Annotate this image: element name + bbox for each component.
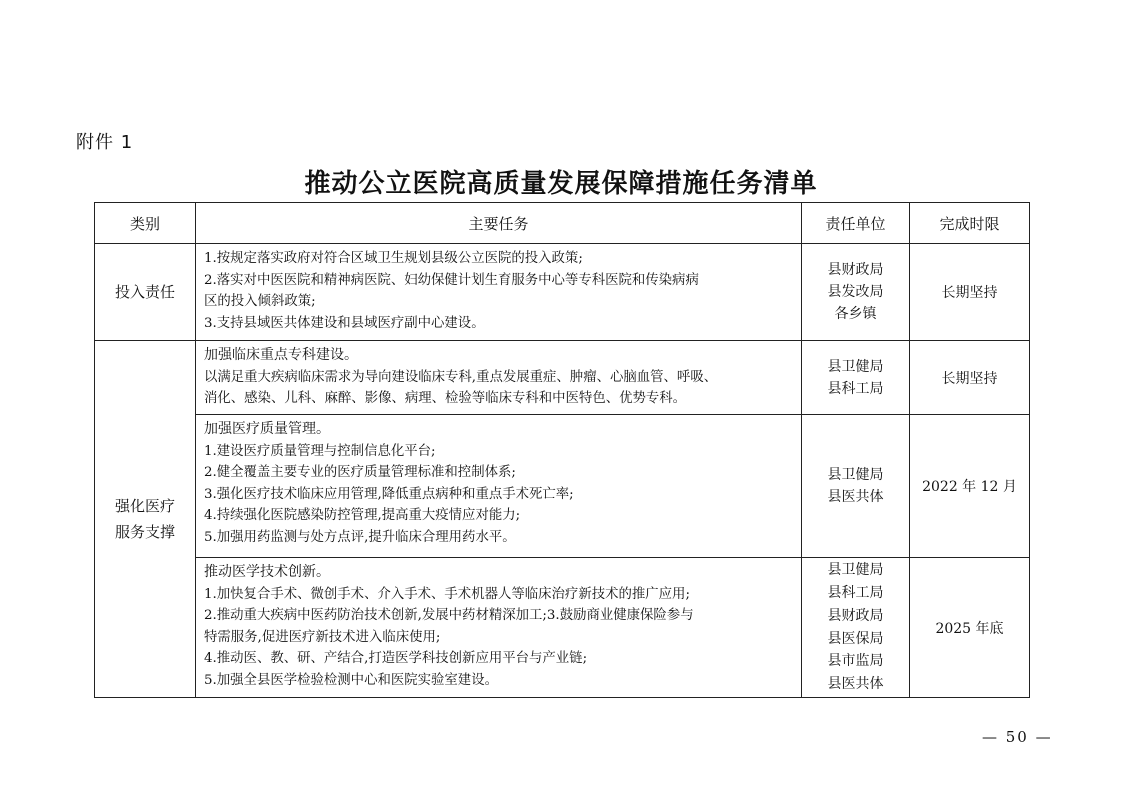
task-heading: 加强医疗质量管理。 xyxy=(204,421,330,437)
task-cell xyxy=(196,341,802,415)
unit-name: 县医共体 xyxy=(827,489,884,505)
task-table xyxy=(94,202,1030,698)
category-cell xyxy=(95,341,196,698)
deadline-cell: 2022 年 12 月 xyxy=(910,415,1030,558)
deadline-cell: 2025 年底 xyxy=(910,558,1030,698)
attachment-label: 附件 1 xyxy=(76,132,134,153)
task-cell xyxy=(196,558,802,698)
page-number: — 50 — xyxy=(982,728,1053,746)
task-line: 特需服务,促进医疗新技术进入临床使用; xyxy=(204,629,441,645)
task-heading: 推动医学技术创新。 xyxy=(204,564,330,580)
deadline-cell: 长期坚持 xyxy=(910,341,1030,415)
task-line: 2.推动重大疾病中医药防治技术创新,发展中药材精深加工;3.鼓励商业健康保险参与 xyxy=(204,608,694,624)
task-line: 3.支持县域医共体建设和县域医疗副中心建设。 xyxy=(204,315,485,331)
task-line: 3.强化医疗技术临床应用管理,降低重点病种和重点手术死亡率; xyxy=(204,486,574,502)
unit-cell xyxy=(802,558,910,698)
unit-name: 县发改局 xyxy=(827,284,884,300)
document-title: 推动公立医院高质量发展保障措施任务清单 xyxy=(304,169,818,199)
task-line: 4.持续强化医院感染防控管理,提高重大疫情应对能力; xyxy=(204,508,521,524)
header-unit: 责任单位 xyxy=(802,203,910,244)
task-line: 2.健全覆盖主要专业的医疗质量管理标准和控制体系; xyxy=(204,465,516,481)
task-cell xyxy=(196,415,802,558)
table-row xyxy=(95,244,1030,341)
header-tasks: 主要任务 xyxy=(196,203,802,244)
unit-name: 县财政局 xyxy=(827,262,884,278)
task-line: 1.加快复合手术、微创手术、介入手术、手术机器人等临床治疗新技术的推广应用; xyxy=(204,586,690,602)
task-line: 以满足重大疾病临床需求为导向建设临床专科,重点发展重症、肿瘤、心脑血管、呼吸、 xyxy=(204,369,718,385)
task-heading: 加强临床重点专科建设。 xyxy=(204,347,358,363)
header-deadline: 完成时限 xyxy=(910,203,1030,244)
task-line: 1.建设医疗质量管理与控制信息化平台; xyxy=(204,443,436,459)
task-line: 2.落实对中医医院和精神病医院、妇幼保健计划生育服务中心等专科医院和传染病病 xyxy=(204,272,699,288)
table-row xyxy=(95,415,1030,558)
category-line: 强化医疗 xyxy=(114,497,175,515)
unit-name: 县科工局 xyxy=(827,380,884,397)
unit-name: 县卫健局 xyxy=(827,358,884,375)
task-cell xyxy=(196,244,802,341)
table-header-row xyxy=(95,203,1030,244)
table-row xyxy=(95,558,1030,698)
task-line: 消化、感染、儿科、麻醉、影像、病理、检验等临床专科和中医特色、优势专科。 xyxy=(204,391,687,407)
task-line: 区的投入倾斜政策; xyxy=(204,294,316,310)
task-line: 4.推动医、教、研、产结合,打造医学科技创新应用平台与产业链; xyxy=(204,651,588,667)
table-row xyxy=(95,341,1030,415)
category-line: 服务支撑 xyxy=(114,523,175,541)
unit-cell xyxy=(802,415,910,558)
unit-cell xyxy=(802,341,910,415)
task-line: 5.加强用药监测与处方点评,提升临床合理用药水平。 xyxy=(204,529,516,545)
task-line: 1.按规定落实政府对符合区域卫生规划县级公立医院的投入政策; xyxy=(204,251,583,266)
unit-name: 县卫健局 xyxy=(827,562,884,579)
unit-name: 县科工局 xyxy=(827,584,884,601)
deadline-cell: 长期坚持 xyxy=(910,244,1030,341)
category-cell: 投入责任 xyxy=(95,244,196,341)
task-line: 5.加强全县医学检验检测中心和医院实验室建设。 xyxy=(204,672,498,688)
unit-name: 县医共体 xyxy=(827,676,884,693)
unit-name: 县财政局 xyxy=(827,607,884,624)
unit-name: 县医保局 xyxy=(827,630,884,647)
unit-name: 县市监局 xyxy=(827,653,884,670)
header-category: 类别 xyxy=(95,203,196,244)
unit-cell xyxy=(802,244,910,341)
unit-name: 各乡镇 xyxy=(834,306,877,322)
unit-name: 县卫健局 xyxy=(827,467,884,483)
